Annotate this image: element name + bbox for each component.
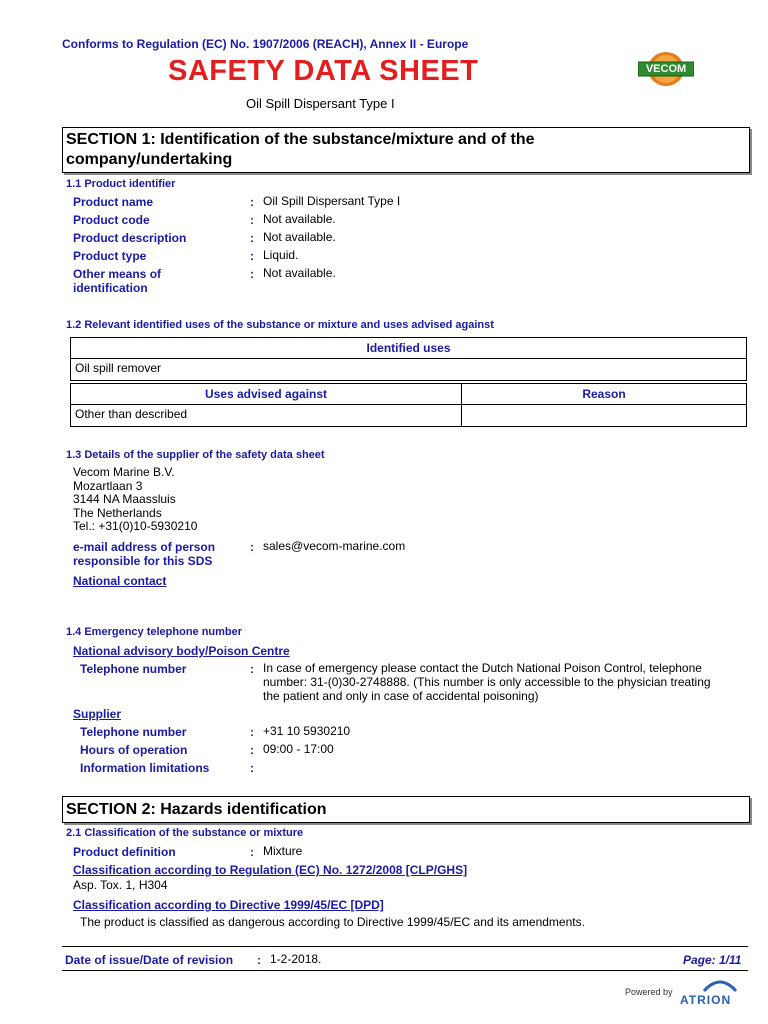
advised-against-table: [70, 383, 747, 427]
advised-against-value: Other than described: [71, 405, 462, 427]
product-code-value: Not available.: [263, 212, 336, 226]
section-2-heading-text: SECTION 2: Hazards identification: [66, 801, 327, 818]
colon: :: [250, 249, 254, 263]
hours-label: Hours of operation: [80, 743, 188, 757]
other-means-label-line1: Other means of: [73, 267, 162, 281]
supplier-phone-value: +31 10 5930210: [263, 724, 351, 738]
colon: :: [250, 761, 254, 775]
s14-title: 1.4 Emergency telephone number: [66, 626, 243, 638]
s11-title: 1.1 Product identifier: [66, 178, 176, 190]
supplier-line: Mozartlaan 3: [73, 478, 143, 493]
product-definition-label: Product definition: [73, 845, 176, 859]
colon: :: [250, 540, 254, 554]
date-value: 1-2-2018.: [270, 952, 322, 966]
advised-against-header: Uses advised against: [71, 384, 462, 405]
product-name-value: Oil Spill Dispersant Type I: [263, 194, 401, 208]
date-label: Date of issue/Date of revision: [65, 953, 234, 967]
product-type-label: Product type: [73, 249, 147, 263]
colon: :: [250, 195, 254, 209]
colon: :: [250, 743, 254, 757]
identified-uses-value: Oil spill remover: [71, 359, 747, 381]
email-label-line2: responsible for this SDS: [73, 554, 213, 568]
product-code-label: Product code: [73, 213, 150, 227]
reason-value: [462, 405, 747, 427]
page-number: Page: 1/11: [683, 953, 742, 967]
colon: :: [250, 725, 254, 739]
advisory-title: National advisory body/Poison Centre: [73, 644, 290, 658]
product-name-label: Product name: [73, 195, 154, 209]
hours-value: 09:00 - 17:00: [263, 742, 334, 756]
product-subtitle: Oil Spill Dispersant Type I: [246, 96, 395, 111]
identified-uses-table: [70, 337, 747, 381]
supplier-line: Tel.: +31(0)10-5930210: [73, 519, 198, 533]
footer-divider-top: [62, 946, 748, 947]
advisory-phone-line: number: 31-(0)30-2748888. (This number is only accessible to the physician treating: [263, 675, 711, 689]
supplier-line: 3144 NA Maassluis: [73, 492, 176, 506]
supplier-phone-label: Telephone number: [80, 725, 187, 739]
colon: :: [250, 231, 254, 245]
dpd-title: Classification according to Directive 1999/45/EC [DPD]: [73, 898, 384, 912]
s13-title: 1.3 Details of the supplier of the safety data sheet: [66, 449, 325, 461]
supplier-title: Supplier: [73, 707, 122, 721]
clp-title: Classification according to Regulation (EC) No. 1272/2008 [CLP/GHS]: [73, 863, 468, 877]
identified-uses-header: Identified uses: [71, 338, 747, 359]
product-definition-value: Mixture: [263, 844, 303, 858]
logo-text: VECOM: [645, 63, 687, 75]
colon: :: [250, 662, 254, 676]
email-label-line1: e-mail address of person: [73, 540, 216, 554]
product-description-label: Product description: [73, 231, 187, 245]
national-contact: National contact: [73, 574, 167, 588]
other-means-value: Not available.: [263, 266, 336, 280]
supplier-address: [73, 466, 197, 534]
conforms-line: Conforms to Regulation (EC) No. 1907/2006 (REACH), Annex II - Europe: [62, 37, 469, 51]
advisory-phone-line: In case of emergency please contact the Dutch National Poison Control, telephone: [263, 661, 702, 675]
colon: :: [250, 267, 254, 281]
supplier-line: The Netherlands: [73, 505, 162, 520]
clp-value: Asp. Tox. 1, H304: [73, 878, 168, 892]
s12-title: 1.2 Relevant identified uses of the substance or mixture and uses advised against: [66, 319, 494, 331]
atrion-brand: ATRION: [680, 993, 732, 1007]
colon: :: [250, 845, 254, 859]
advisory-phone-label: Telephone number: [80, 662, 187, 676]
email-value: sales@vecom-marine.com: [263, 539, 406, 553]
atrion-logo-icon: [700, 977, 740, 993]
section-1-heading-line1: SECTION 1: Identification of the substance/mixture and of the: [66, 131, 535, 148]
advisory-phone-value: [263, 661, 711, 703]
document-title: SAFETY DATA SHEET: [168, 55, 479, 87]
footer-divider-bottom: [62, 970, 748, 971]
product-description-value: Not available.: [263, 230, 336, 244]
other-means-label-line2: identification: [73, 281, 148, 295]
advisory-phone-line: the patient and only in case of accidental poisoning): [263, 689, 539, 703]
dpd-value: The product is classified as dangerous according to Directive 1999/45/EC and its amendments.: [80, 915, 585, 929]
section-2-heading: [62, 796, 750, 823]
colon: :: [250, 213, 254, 227]
reason-header: Reason: [462, 384, 747, 405]
powered-by-text: Powered by: [625, 987, 673, 997]
supplier-line: Vecom Marine B.V.: [73, 465, 175, 479]
info-limitations-label: Information limitations: [80, 761, 210, 775]
vecom-logo: [638, 50, 694, 88]
section-1-heading: [62, 127, 750, 173]
product-type-value: Liquid.: [263, 248, 299, 262]
s21-title: 2.1 Classification of the substance or mixture: [66, 827, 304, 839]
colon: :: [257, 953, 261, 967]
section-1-heading-line2: company/undertaking: [66, 151, 233, 168]
